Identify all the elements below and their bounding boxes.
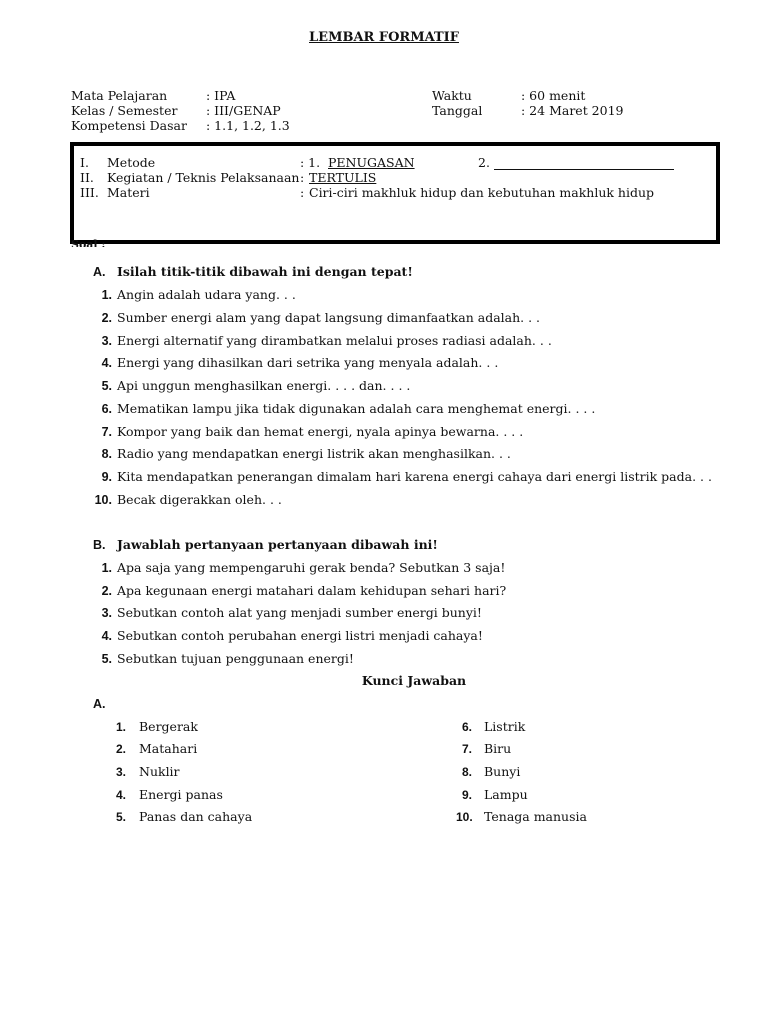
answer-text: Bergerak [139,719,198,734]
question-text: Sebutkan contoh perubahan energi listri menjadi cahaya! [117,628,483,643]
section-b-heading: Jawablah pertanyaan pertanyaan dibawah ini! [117,537,438,552]
question-number: 5. [101,379,112,393]
answer-text: Nuklir [139,764,180,779]
question-text: Sebutkan contoh alat yang menjadi sumber energi bunyi! [117,605,482,620]
question-number: 5. [101,652,112,666]
question-number: 8. [101,447,112,461]
question-number: 1. [101,288,112,302]
header-label-competency: Kompetensi Dasar [71,118,187,133]
question-text: Apa saja yang mempengaruhi gerak benda? Sebutkan 3 saja! [117,560,506,575]
box-row-sep: : [300,170,305,185]
header-value-subject: : IPA [206,88,236,103]
question-number: 10. [94,493,112,507]
answer-text: Listrik [484,719,526,734]
header-value-competency: : 1.1, 1.2, 1.3 [206,118,290,133]
header-label-time: Waktu [432,88,472,103]
question-number: 3. [101,606,112,620]
answer-number: 3. [115,765,126,779]
question-text: Api unggun menghasilkan energi. . . . dan. . . . [117,378,411,393]
box-row-value: TERTULIS [309,170,377,185]
answer-number: 7. [461,742,472,756]
section-b-letter: B. [93,538,106,552]
answer-number: 9. [461,788,472,802]
question-text: Mematikan lampu jika tidak digunakan adalah cara menghemat energi. . . . [117,401,596,416]
box-row-value: PENUGASAN [328,155,415,170]
question-text: Apa kegunaan energi matahari dalam kehidupan sehari hari? [117,583,507,598]
question-text: Energi alternatif yang dirambatkan melalui proses radiasi adalah. . . [117,333,552,348]
answer-text: Lampu [484,787,528,802]
page-title: LEMBAR FORMATIF [309,30,459,45]
question-number: 6. [101,402,112,416]
question-number: 1. [101,561,112,575]
header-label-subject: Mata Pelajaran [71,88,168,103]
box-row-extra: 2. [478,155,490,170]
box-row-label: Metode [107,155,156,170]
method-blank-line [494,169,674,170]
header-label-class: Kelas / Semester [71,103,178,118]
answer-text: Panas dan cahaya [139,809,253,824]
question-text: Sebutkan tujuan penggunaan energi! [117,651,354,666]
answer-number: 6. [461,720,472,734]
question-text: Angin adalah udara yang. . . [117,287,296,302]
question-text: Sumber energi alam yang dapat langsung dimanfaatkan adalah. . . [117,310,541,325]
section-a-letter: A. [93,265,106,279]
box-row-sep: : [300,185,305,200]
box-row-sep: : 1. [300,155,321,170]
answer-number: 10. [456,810,473,824]
question-number: 9. [101,470,112,484]
answer-text: Bunyi [484,764,521,779]
question-number: 7. [101,425,112,439]
box-row-num: II. [80,170,94,185]
question-text: Becak digerakkan oleh. . . [117,492,282,507]
answer-text: Energi panas [139,787,223,802]
box-row-num: I. [80,155,89,170]
question-text: Kita mendapatkan penerangan dimalam hari karena energi cahaya dari energi listrik pada. . . [117,469,712,484]
question-number: 2. [101,311,112,325]
box-row-value: Ciri-ciri makhluk hidup dan kebutuhan makhluk hidup [309,185,655,200]
box-row-label: Kegiatan / Teknis Pelaksanaan [107,170,300,185]
question-number: 4. [101,356,112,370]
soal-label: Soal : [71,239,106,247]
question-text: Energi yang dihasilkan dari setrika yang menyala adalah. . . [117,355,499,370]
header-value-time: : 60 menit [521,88,586,103]
answer-number: 2. [115,742,126,756]
question-text: Radio yang mendapatkan energi listrik akan menghasilkan. . . [117,446,511,461]
header-value-date: : 24 Maret 2019 [521,103,624,118]
answer-text: Matahari [139,741,198,756]
answer-number: 5. [115,810,126,824]
box-row-num: III. [80,185,99,200]
header-value-class: : III/GENAP [206,103,281,118]
answer-text: Tenaga manusia [484,809,587,824]
answer-text: Biru [484,741,512,756]
section-a-heading: Isilah titik-titik dibawah ini dengan tepat! [117,264,413,279]
header-label-date: Tanggal [432,103,483,118]
answer-number: 1. [115,720,126,734]
question-number: 4. [101,629,112,643]
answer-number: 8. [461,765,472,779]
answer-number: 4. [115,788,126,802]
question-number: 2. [101,584,112,598]
box-row-label: Materi [107,185,150,200]
answer-key-heading: Kunci Jawaban [361,673,467,688]
question-text: Kompor yang baik dan hemat energi, nyala apinya bewarna. . . . [117,424,524,439]
question-number: 3. [101,334,112,348]
answer-key-letter: A. [93,697,106,711]
